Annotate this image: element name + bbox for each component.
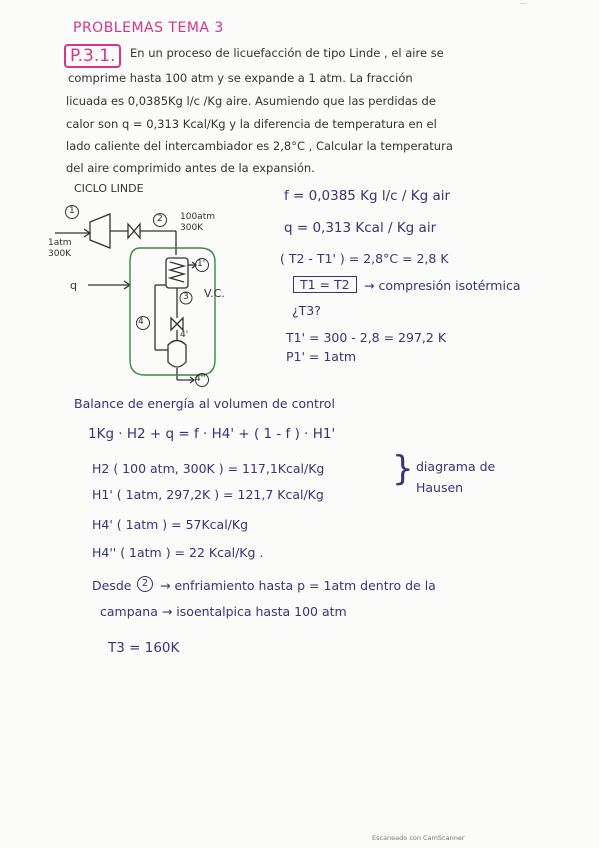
statement-line-4: calor son q = 0,313 Kcal/Kg y la diferencia de temperatura en el [66,117,437,131]
given-q: q = 0,313 Kcal / Kg air [284,220,437,236]
balance-heading: Balance de energía al volumen de control [74,396,335,411]
inlet-temperature: 300K [48,249,72,259]
state-4-double-prime: 4'' [195,374,206,384]
state-4: 4 [138,317,144,327]
hausen-label-1: diagrama de [416,459,496,474]
given-delta-t: ( T2 - T1' ) = 2,8°C = 2,8 K [280,251,449,266]
t3-question: ¿T3? [292,303,321,318]
state-1: 1 [69,206,75,216]
brace: } [392,449,414,489]
statement-line-5: lado caliente del intercambiador es 2,8°C , Calcular la temperatura [66,139,453,153]
state-2-circle: 2 [137,576,153,592]
scanner-footer: Escaneado con CamScanner [372,834,465,842]
h4-prime-value: H4' ( 1atm ) = 57Kcal/Kg [92,517,249,532]
cooling-step: → enfriamiento hasta p = 1atm dentro de la [160,578,436,593]
state-4-prime: 4' [180,330,189,340]
outlet-pressure: 100atm [180,212,215,222]
statement-line-3: licuada es 0,0385Kg l/c /Kg aire. Asumiendo que las perdidas de [66,94,436,108]
energy-balance-equation: 1Kg · H2 + q = f · H4' + ( 1 - f ) · H1' [88,426,336,442]
page-title: PROBLEMAS TEMA 3 [73,20,224,36]
state-3: 3 [183,292,189,302]
isenthalpic-step: campana → isoentalpica hasta 100 atm [100,604,347,619]
hausen-label-2: Hausen [416,480,464,495]
diagram-title: CICLO LINDE [74,182,144,195]
t1-equals-t2-box: T1 = T2 [293,276,357,293]
state-2: 2 [157,214,163,224]
statement-line-6: del aire comprimido antes de la expansión. [66,161,315,175]
statement-line-2: comprime hasta 100 atm y se expande a 1 atm. La fracción [68,71,413,85]
given-f: f = 0,0385 Kg l/c / Kg air [284,188,451,204]
heat-leak-label: q [70,279,77,292]
p1-prime-value: P1' = 1atm [286,349,357,364]
state-1-prime: 1' [197,259,206,269]
outlet-temperature: 300K [180,223,204,233]
h4-double-prime-value: H4'' ( 1atm ) = 22 Kcal/Kg . [92,545,264,560]
corner-mark: ... [520,0,527,6]
control-volume-label: V.C. [204,287,225,300]
isothermal-note: → compresión isotérmica [364,278,521,293]
h2-value: H2 ( 100 atm, 300K ) = 117,1Kcal/Kg [92,461,325,476]
problem-id-badge: P.3.1. [64,44,121,68]
statement-line-1: En un proceso de licuefacción de tipo Linde , el aire se [130,46,444,60]
h1-prime-value: H1' ( 1atm, 297,2K ) = 121,7 Kcal/Kg [92,487,324,502]
inlet-pressure: 1atm [48,238,72,248]
t1-prime-value: T1' = 300 - 2,8 = 297,2 K [286,330,447,345]
t3-result: T3 = 160K [108,640,180,656]
desde-label: Desde [92,578,132,593]
